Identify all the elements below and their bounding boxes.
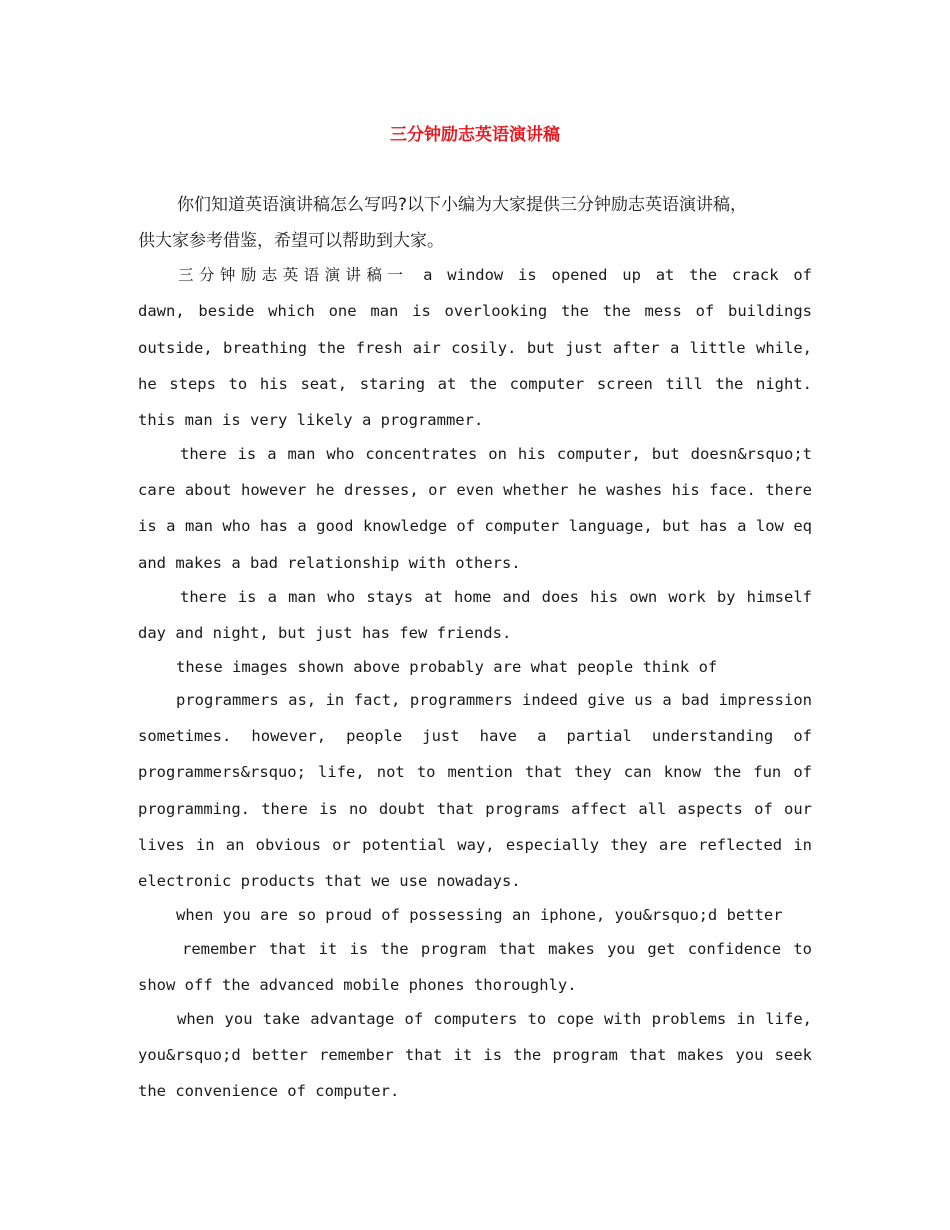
paragraph-line: 三分钟励志英语演讲稿一 a window is opened up at the crack of: [178, 266, 812, 284]
paragraph-line: is a man who has a good knowledge of computer language, but has a low eq: [138, 517, 812, 535]
paragraph-line: he steps to his seat, staring at the computer screen till the night.: [138, 375, 812, 393]
paragraph-line: programmers&rsquo; life, not to mention that they can know the fun of: [138, 763, 812, 781]
paragraph-line: when you are so proud of possessing an iphone, you&rsquo;d better: [176, 906, 783, 924]
paragraph-line: 供大家参考借鉴，希望可以帮助到大家。: [138, 231, 444, 251]
paragraph-line: there is a man who concentrates on his computer, but doesn&rsquo;t: [180, 445, 812, 463]
paragraph-line: outside, breathing the fresh air cosily. but just after a little while,: [138, 339, 812, 357]
paragraph-line: care about however he dresses, or even whether he washes his face. there: [138, 481, 812, 499]
paragraph-line: programming. there is no doubt that programs affect all aspects of our: [138, 800, 812, 818]
document-title: 三分钟励志英语演讲稿: [390, 125, 560, 145]
paragraph-line: when you take advantage of computers to cope with problems in life,: [177, 1010, 812, 1028]
paragraph-line: electronic products that we use nowadays.: [138, 872, 521, 890]
paragraph-line: day and night, but just has few friends.: [138, 624, 512, 642]
paragraph-line: and makes a bad relationship with others.: [138, 554, 521, 572]
paragraph-line: remember that it is the program that makes you get confidence to: [182, 940, 812, 958]
paragraph-line: show off the advanced mobile phones thoroughly.: [138, 976, 577, 994]
paragraph-line: sometimes. however, people just have a partial understanding of: [138, 727, 812, 745]
paragraph-line: lives in an obvious or potential way, especially they are reflected in: [138, 836, 812, 854]
paragraph-line: this man is very likely a programmer.: [138, 411, 484, 429]
paragraph-line: you&rsquo;d better remember that it is the program that makes you seek: [138, 1046, 812, 1064]
paragraph-line: programmers as, in fact, programmers indeed give us a bad impression: [176, 691, 812, 709]
paragraph-line: dawn, beside which one man is overlooking the the mess of buildings: [138, 302, 812, 320]
paragraph-line: there is a man who stays at home and does his own work by himself: [180, 588, 812, 606]
paragraph-line: these images shown above probably are what people think of: [176, 658, 718, 676]
paragraph-line: 你们知道英语演讲稿怎么写吗?以下小编为大家提供三分钟励志英语演讲稿，: [177, 195, 748, 215]
paragraph-line: the convenience of computer.: [138, 1082, 400, 1100]
